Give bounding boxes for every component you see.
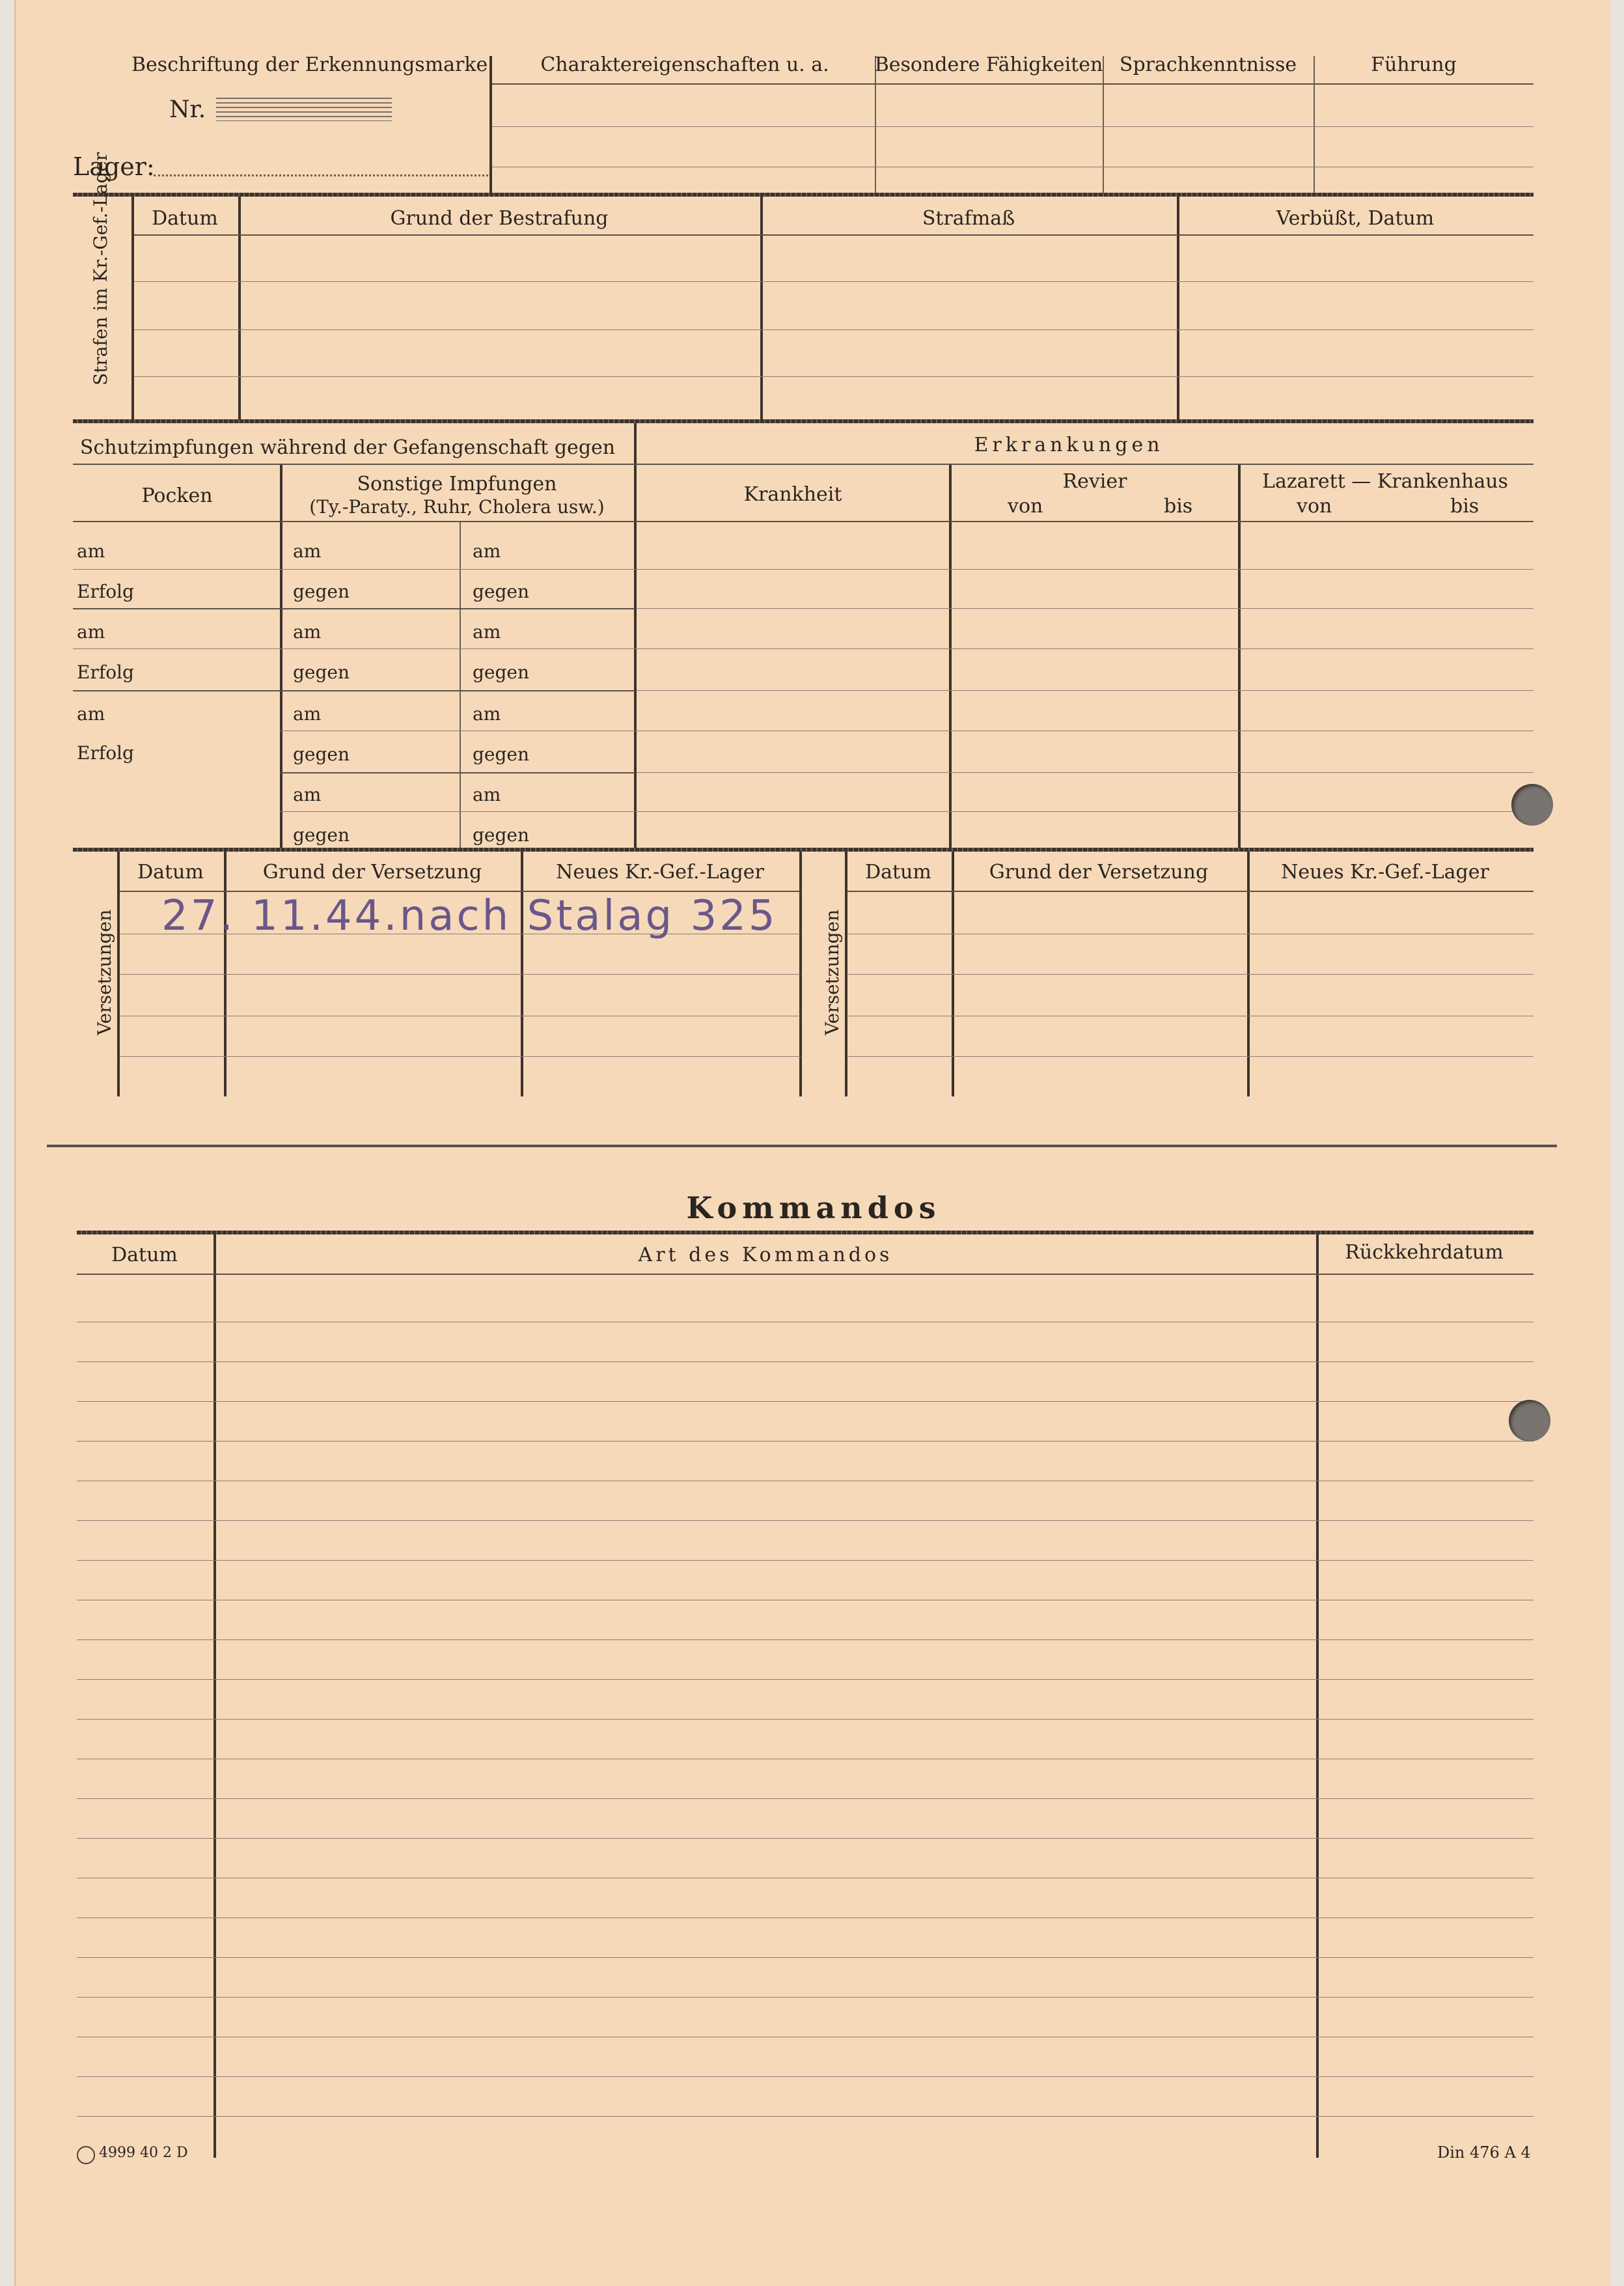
- kommando-row-line: [77, 1917, 1534, 1918]
- kommando-row-line: [77, 1997, 1534, 1998]
- col-faehigkeiten: Besondere Fähigkeiten: [874, 53, 1103, 76]
- kommando-row-line: [77, 1401, 1534, 1402]
- kommandos-col-art: Art des Kommandos: [638, 1244, 893, 1266]
- din-format: Din 476 A 4: [1437, 2143, 1531, 2162]
- punch-hole-top: [1511, 784, 1553, 826]
- sonst-gegen-2b: gegen: [473, 662, 530, 683]
- sonst-gegen-2a: gegen: [293, 662, 350, 683]
- pocken-erfolg-1: Erfolg: [77, 581, 134, 602]
- kommando-row-line: [77, 1719, 1534, 1720]
- kommando-row-line: [77, 1838, 1534, 1839]
- strafen-col-verbuesst: Verbüßt, Datum: [1276, 207, 1435, 230]
- sonst-gegen-4a: gegen: [293, 824, 350, 846]
- erk-lazarett-bis: bis: [1450, 495, 1479, 518]
- strafen-col-strafmass: Strafmaß: [922, 207, 1015, 230]
- lager-label: Lager:: [73, 152, 155, 181]
- sonst-am-2a: am: [293, 621, 322, 643]
- erk-col-lazarett: Lazarett — Krankenhaus: [1262, 470, 1508, 493]
- kommando-row-line: [77, 1441, 1534, 1442]
- vers-col-datum-right: Datum: [865, 861, 931, 884]
- sonst-gegen-1a: gegen: [293, 581, 350, 602]
- vers-col-grund-right: Grund der Versetzung: [989, 861, 1209, 884]
- strafen-col-grund: Grund der Bestrafung: [390, 207, 609, 230]
- erk-revier-bis: bis: [1164, 495, 1193, 518]
- sonst-gegen-4b: gegen: [473, 824, 530, 846]
- impf-col-pocken: Pocken: [141, 484, 213, 507]
- kommando-row-line: [77, 1560, 1534, 1561]
- versetzungen-side-label-left: Versetzungen: [94, 909, 115, 1035]
- sonst-am-1a: am: [293, 540, 322, 562]
- sonst-am-3b: am: [473, 703, 501, 725]
- kommando-row-line: [77, 1639, 1534, 1640]
- vers-col-neues-left: Neues Kr.-Gef.-Lager: [556, 861, 764, 884]
- sonst-am-1b: am: [473, 540, 501, 562]
- erk-revier-von: von: [1008, 495, 1043, 518]
- pocken-am-2: am: [77, 621, 105, 643]
- versetzung-stamp: 27. 11.44.nach Stalag 325: [161, 892, 778, 940]
- print-mark-icon: [77, 2146, 95, 2164]
- erk-col-krankheit: Krankheit: [743, 483, 842, 506]
- print-code: 4999 40 2 D: [99, 2145, 188, 2161]
- sonst-am-4b: am: [473, 784, 501, 805]
- punch-hole-bottom: [1509, 1400, 1550, 1442]
- erk-col-revier: Revier: [1062, 470, 1127, 493]
- kommando-row-line: [77, 1957, 1534, 1958]
- kommandos-col-datum: Datum: [111, 1244, 178, 1266]
- kommandos-title: Kommandos: [686, 1190, 941, 1225]
- col-sprach: Sprachkenntnisse: [1119, 53, 1297, 76]
- pocken-am-1: am: [77, 540, 105, 562]
- sonst-gegen-3a: gegen: [293, 744, 350, 765]
- sonst-am-4a: am: [293, 784, 322, 805]
- strafen-col-datum: Datum: [152, 207, 218, 230]
- erk-lazarett-von: von: [1297, 495, 1332, 518]
- sonst-am-3a: am: [293, 703, 322, 725]
- kommandos-col-rueckkehr: Rückkehrdatum: [1345, 1241, 1504, 1264]
- impf-col-sonstige-sub: (Ty.-Paraty., Ruhr, Cholera usw.): [309, 496, 605, 518]
- kommando-row-line: [77, 1798, 1534, 1799]
- fold-line: [47, 1145, 1557, 1147]
- pocken-erfolg-2: Erfolg: [77, 662, 134, 683]
- kommando-row-line: [77, 1679, 1534, 1680]
- impf-col-sonstige: Sonstige Impfungen: [357, 473, 557, 495]
- beschriftung-label: Beschriftung der Erkennungsmarke: [131, 53, 488, 76]
- impf-header: Schutzimpfungen während der Gefangenschaft gegen: [79, 436, 616, 459]
- vers-col-datum-left: Datum: [137, 861, 204, 884]
- kommando-row-line: [77, 2116, 1534, 2117]
- pocken-erfolg-3: Erfolg: [77, 742, 134, 764]
- strafen-side-label: Strafen im Kr.-Gef.-Lager: [90, 152, 111, 385]
- erkrankungen-header: Erkrankungen: [974, 434, 1164, 456]
- vers-col-neues-right: Neues Kr.-Gef.-Lager: [1281, 861, 1489, 884]
- sonst-gegen-1b: gegen: [473, 581, 530, 602]
- sonst-am-2b: am: [473, 621, 501, 643]
- form-sheet: [14, 0, 1610, 2286]
- nr-lines: [216, 98, 392, 121]
- pocken-am-3: am: [77, 703, 105, 725]
- kommando-row-line: [77, 2076, 1534, 2077]
- lager-field[interactable]: [154, 174, 492, 176]
- versetzungen-side-label-right: Versetzungen: [821, 909, 843, 1035]
- nr-label: Nr.: [169, 96, 206, 123]
- vers-col-grund-left: Grund der Versetzung: [262, 861, 482, 884]
- col-fuehrung: Führung: [1371, 53, 1457, 76]
- sonst-gegen-3b: gegen: [473, 744, 530, 765]
- kommando-row-line: [77, 1520, 1534, 1521]
- col-charakter: Charaktereigenschaften u. a.: [540, 53, 829, 76]
- kommando-row-line: [77, 1361, 1534, 1362]
